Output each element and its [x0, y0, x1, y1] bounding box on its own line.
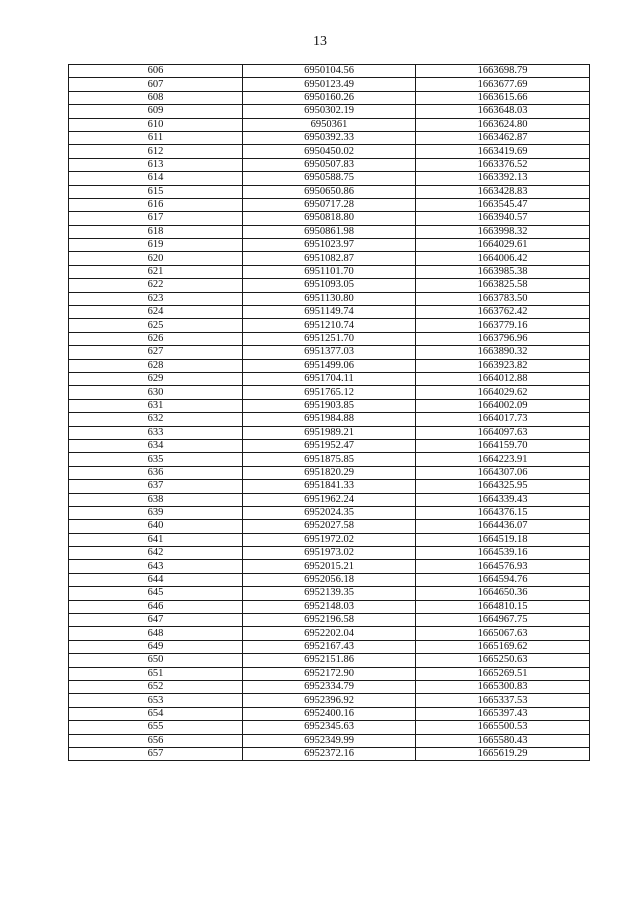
y-coordinate-cell: 1663428.83 — [416, 185, 590, 198]
point-number-cell: 652 — [69, 680, 243, 693]
y-coordinate-cell: 1664017.73 — [416, 413, 590, 426]
point-number-cell: 636 — [69, 466, 243, 479]
y-coordinate-cell: 1663698.79 — [416, 65, 590, 78]
x-coordinate-cell: 6951765.12 — [243, 386, 416, 399]
point-number-cell: 634 — [69, 439, 243, 452]
y-coordinate-cell: 1665337.53 — [416, 694, 590, 707]
table-row — [69, 225, 590, 238]
table-row — [69, 680, 590, 693]
point-number-cell: 648 — [69, 627, 243, 640]
table-row — [69, 721, 590, 734]
x-coordinate-cell: 6951082.87 — [243, 252, 416, 265]
table-row — [69, 346, 590, 359]
x-coordinate-cell: 6952027.58 — [243, 520, 416, 533]
y-coordinate-cell: 1663998.32 — [416, 225, 590, 238]
table-row — [69, 279, 590, 292]
table-row — [69, 91, 590, 104]
table-row — [69, 198, 590, 211]
point-number-cell: 626 — [69, 332, 243, 345]
y-coordinate-cell: 1663825.58 — [416, 279, 590, 292]
y-coordinate-cell: 1665397.43 — [416, 707, 590, 720]
table-row — [69, 587, 590, 600]
point-number-cell: 610 — [69, 118, 243, 131]
y-coordinate-cell: 1665619.29 — [416, 747, 590, 760]
table-row — [69, 359, 590, 372]
y-coordinate-cell: 1664307.06 — [416, 466, 590, 479]
x-coordinate-cell: 6950392.33 — [243, 131, 416, 144]
table-row — [69, 413, 590, 426]
x-coordinate-cell: 6950650.86 — [243, 185, 416, 198]
x-coordinate-cell: 6950818.80 — [243, 212, 416, 225]
y-coordinate-cell: 1663624.80 — [416, 118, 590, 131]
y-coordinate-cell: 1663376.52 — [416, 158, 590, 171]
x-coordinate-cell: 6950302.19 — [243, 105, 416, 118]
x-coordinate-cell: 6951841.33 — [243, 480, 416, 493]
point-number-cell: 653 — [69, 694, 243, 707]
y-coordinate-cell: 1664339.43 — [416, 493, 590, 506]
table-row — [69, 292, 590, 305]
point-number-cell: 654 — [69, 707, 243, 720]
table-row — [69, 547, 590, 560]
table-row — [69, 480, 590, 493]
x-coordinate-cell: 6951875.85 — [243, 453, 416, 466]
table-row — [69, 158, 590, 171]
point-number-cell: 641 — [69, 533, 243, 546]
y-coordinate-cell: 1664012.88 — [416, 372, 590, 385]
point-number-cell: 642 — [69, 547, 243, 560]
point-number-cell: 638 — [69, 493, 243, 506]
y-coordinate-cell: 1663762.42 — [416, 306, 590, 319]
point-number-cell: 629 — [69, 372, 243, 385]
table-row — [69, 265, 590, 278]
x-coordinate-cell: 6951093.05 — [243, 279, 416, 292]
point-number-cell: 627 — [69, 346, 243, 359]
y-coordinate-cell: 1665300.83 — [416, 680, 590, 693]
y-coordinate-cell: 1664097.63 — [416, 426, 590, 439]
table-row — [69, 399, 590, 412]
table-row — [69, 667, 590, 680]
point-number-cell: 628 — [69, 359, 243, 372]
x-coordinate-cell: 6950160.26 — [243, 91, 416, 104]
table-row — [69, 65, 590, 78]
x-coordinate-cell: 6952151.86 — [243, 654, 416, 667]
y-coordinate-cell: 1663783.50 — [416, 292, 590, 305]
point-number-cell: 611 — [69, 131, 243, 144]
coordinates-table — [68, 64, 590, 761]
point-number-cell: 656 — [69, 734, 243, 747]
y-coordinate-cell: 1664325.95 — [416, 480, 590, 493]
y-coordinate-cell: 1664006.42 — [416, 252, 590, 265]
table-row — [69, 640, 590, 653]
table-row — [69, 212, 590, 225]
table-row — [69, 332, 590, 345]
x-coordinate-cell: 6951984.88 — [243, 413, 416, 426]
y-coordinate-cell: 1663615.66 — [416, 91, 590, 104]
x-coordinate-cell: 6952396.92 — [243, 694, 416, 707]
table-row — [69, 654, 590, 667]
x-coordinate-cell: 6951023.97 — [243, 239, 416, 252]
point-number-cell: 632 — [69, 413, 243, 426]
x-coordinate-cell: 6950123.49 — [243, 78, 416, 91]
point-number-cell: 640 — [69, 520, 243, 533]
x-coordinate-cell: 6952345.63 — [243, 721, 416, 734]
point-number-cell: 650 — [69, 654, 243, 667]
y-coordinate-cell: 1663545.47 — [416, 198, 590, 211]
y-coordinate-cell: 1664376.15 — [416, 506, 590, 519]
x-coordinate-cell: 6952334.79 — [243, 680, 416, 693]
y-coordinate-cell: 1664002.09 — [416, 399, 590, 412]
x-coordinate-cell: 6950588.75 — [243, 172, 416, 185]
table-row — [69, 118, 590, 131]
y-coordinate-cell: 1663796.96 — [416, 332, 590, 345]
point-number-cell: 618 — [69, 225, 243, 238]
point-number-cell: 607 — [69, 78, 243, 91]
point-number-cell: 624 — [69, 306, 243, 319]
y-coordinate-cell: 1663940.57 — [416, 212, 590, 225]
x-coordinate-cell: 6952202.04 — [243, 627, 416, 640]
point-number-cell: 616 — [69, 198, 243, 211]
x-coordinate-cell: 6952372.16 — [243, 747, 416, 760]
y-coordinate-cell: 1665169.62 — [416, 640, 590, 653]
point-number-cell: 633 — [69, 426, 243, 439]
table-row — [69, 560, 590, 573]
point-number-cell: 631 — [69, 399, 243, 412]
x-coordinate-cell: 6951820.29 — [243, 466, 416, 479]
point-number-cell: 608 — [69, 91, 243, 104]
x-coordinate-cell: 6952139.35 — [243, 587, 416, 600]
table-row — [69, 426, 590, 439]
x-coordinate-cell: 6951499.06 — [243, 359, 416, 372]
table-row — [69, 520, 590, 533]
table-row — [69, 466, 590, 479]
table-row — [69, 573, 590, 586]
table-row — [69, 707, 590, 720]
x-coordinate-cell: 6951210.74 — [243, 319, 416, 332]
y-coordinate-cell: 1664967.75 — [416, 614, 590, 627]
x-coordinate-cell: 6950861.98 — [243, 225, 416, 238]
x-coordinate-cell: 6951989.21 — [243, 426, 416, 439]
x-coordinate-cell: 6952400.16 — [243, 707, 416, 720]
table-row — [69, 453, 590, 466]
x-coordinate-cell: 6951130.80 — [243, 292, 416, 305]
table-row — [69, 319, 590, 332]
point-number-cell: 612 — [69, 145, 243, 158]
y-coordinate-cell: 1663985.38 — [416, 265, 590, 278]
x-coordinate-cell: 6951101.70 — [243, 265, 416, 278]
y-coordinate-cell: 1664159.70 — [416, 439, 590, 452]
x-coordinate-cell: 6951149.74 — [243, 306, 416, 319]
table-row — [69, 493, 590, 506]
table-row — [69, 252, 590, 265]
table-row — [69, 734, 590, 747]
x-coordinate-cell: 6952349.99 — [243, 734, 416, 747]
point-number-cell: 606 — [69, 65, 243, 78]
x-coordinate-cell: 6951952.47 — [243, 439, 416, 452]
point-number-cell: 645 — [69, 587, 243, 600]
table-row — [69, 185, 590, 198]
y-coordinate-cell: 1665500.53 — [416, 721, 590, 734]
table-row — [69, 386, 590, 399]
point-number-cell: 625 — [69, 319, 243, 332]
page-number: 13 — [313, 34, 327, 49]
point-number-cell: 643 — [69, 560, 243, 573]
y-coordinate-cell: 1665067.63 — [416, 627, 590, 640]
y-coordinate-cell: 1664029.62 — [416, 386, 590, 399]
x-coordinate-cell: 6951251.70 — [243, 332, 416, 345]
point-number-cell: 635 — [69, 453, 243, 466]
y-coordinate-cell: 1663462.87 — [416, 131, 590, 144]
point-number-cell: 655 — [69, 721, 243, 734]
point-number-cell: 622 — [69, 279, 243, 292]
x-coordinate-cell: 6952148.03 — [243, 600, 416, 613]
y-coordinate-cell: 1664594.76 — [416, 573, 590, 586]
point-number-cell: 657 — [69, 747, 243, 760]
y-coordinate-cell: 1663648.03 — [416, 105, 590, 118]
table-row — [69, 614, 590, 627]
y-coordinate-cell: 1664539.16 — [416, 547, 590, 560]
table-row — [69, 78, 590, 91]
y-coordinate-cell: 1663779.16 — [416, 319, 590, 332]
table-row — [69, 533, 590, 546]
point-number-cell: 644 — [69, 573, 243, 586]
x-coordinate-cell: 6952056.18 — [243, 573, 416, 586]
coordinates-table-body — [69, 65, 590, 761]
y-coordinate-cell: 1665269.51 — [416, 667, 590, 680]
point-number-cell: 647 — [69, 614, 243, 627]
x-coordinate-cell: 6950104.56 — [243, 65, 416, 78]
x-coordinate-cell: 6952172.90 — [243, 667, 416, 680]
table-row — [69, 145, 590, 158]
point-number-cell: 613 — [69, 158, 243, 171]
point-number-cell: 623 — [69, 292, 243, 305]
y-coordinate-cell: 1663677.69 — [416, 78, 590, 91]
point-number-cell: 609 — [69, 105, 243, 118]
table-row — [69, 439, 590, 452]
point-number-cell: 630 — [69, 386, 243, 399]
point-number-cell: 651 — [69, 667, 243, 680]
point-number-cell: 620 — [69, 252, 243, 265]
x-coordinate-cell: 6950450.02 — [243, 145, 416, 158]
x-coordinate-cell: 6950361 — [243, 118, 416, 131]
x-coordinate-cell: 6952167.43 — [243, 640, 416, 653]
y-coordinate-cell: 1664810.15 — [416, 600, 590, 613]
x-coordinate-cell: 6951377.03 — [243, 346, 416, 359]
y-coordinate-cell: 1665580.43 — [416, 734, 590, 747]
x-coordinate-cell: 6952015.21 — [243, 560, 416, 573]
table-row — [69, 506, 590, 519]
y-coordinate-cell: 1664029.61 — [416, 239, 590, 252]
y-coordinate-cell: 1663923.82 — [416, 359, 590, 372]
table-row — [69, 372, 590, 385]
point-number-cell: 639 — [69, 506, 243, 519]
y-coordinate-cell: 1664519.18 — [416, 533, 590, 546]
point-number-cell: 646 — [69, 600, 243, 613]
point-number-cell: 619 — [69, 239, 243, 252]
x-coordinate-cell: 6952196.58 — [243, 614, 416, 627]
table-row — [69, 747, 590, 760]
y-coordinate-cell: 1663419.69 — [416, 145, 590, 158]
table-row — [69, 105, 590, 118]
x-coordinate-cell: 6951903.85 — [243, 399, 416, 412]
x-coordinate-cell: 6951973.02 — [243, 547, 416, 560]
table-row — [69, 172, 590, 185]
point-number-cell: 614 — [69, 172, 243, 185]
x-coordinate-cell: 6950507.83 — [243, 158, 416, 171]
x-coordinate-cell: 6951962.24 — [243, 493, 416, 506]
table-row — [69, 306, 590, 319]
table-row — [69, 239, 590, 252]
y-coordinate-cell: 1663392.13 — [416, 172, 590, 185]
y-coordinate-cell: 1664223.91 — [416, 453, 590, 466]
y-coordinate-cell: 1664436.07 — [416, 520, 590, 533]
table-row — [69, 694, 590, 707]
y-coordinate-cell: 1664650.36 — [416, 587, 590, 600]
point-number-cell: 649 — [69, 640, 243, 653]
x-coordinate-cell: 6950717.28 — [243, 198, 416, 211]
table-row — [69, 600, 590, 613]
point-number-cell: 621 — [69, 265, 243, 278]
table-row — [69, 131, 590, 144]
x-coordinate-cell: 6951704.11 — [243, 372, 416, 385]
x-coordinate-cell: 6951972.02 — [243, 533, 416, 546]
point-number-cell: 617 — [69, 212, 243, 225]
table-row — [69, 627, 590, 640]
point-number-cell: 615 — [69, 185, 243, 198]
y-coordinate-cell: 1665250.63 — [416, 654, 590, 667]
point-number-cell: 637 — [69, 480, 243, 493]
y-coordinate-cell: 1664576.93 — [416, 560, 590, 573]
x-coordinate-cell: 6952024.35 — [243, 506, 416, 519]
y-coordinate-cell: 1663890.32 — [416, 346, 590, 359]
